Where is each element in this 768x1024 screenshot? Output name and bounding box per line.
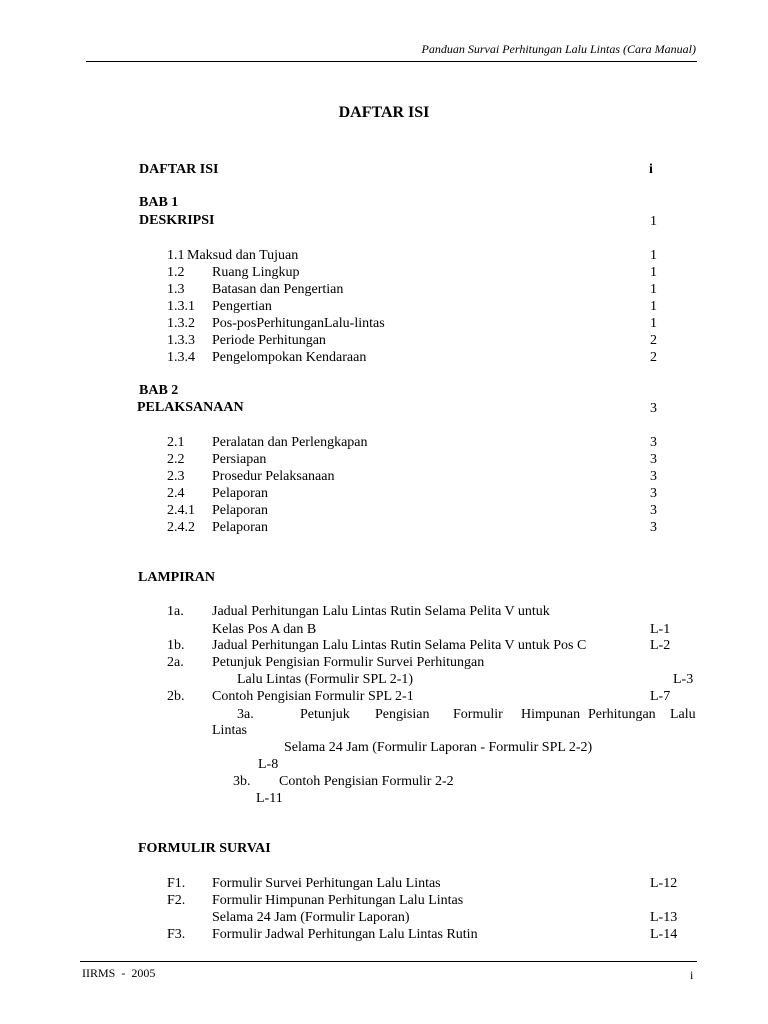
toc-item-page: 2 <box>650 350 657 365</box>
toc-item-label: Prosedur Pelaksanaan <box>212 469 335 484</box>
toc-item-num: 1.1 <box>167 248 185 263</box>
lampiran-2a-line2: Lalu Lintas (Formulir SPL 2-1) <box>237 672 414 687</box>
toc-item-num: 1.3.2 <box>167 316 195 331</box>
toc-item-page: 2 <box>650 333 657 348</box>
toc-item-page: 1 <box>650 282 657 297</box>
toc-item-label: Pengelompokan Kendaraan <box>212 350 367 365</box>
footer-page-number: i <box>690 968 694 982</box>
footer-rule <box>80 961 697 962</box>
toc-item-page: 1 <box>650 316 657 331</box>
lampiran-1a-line1: Jadual Perhitungan Lalu Lintas Rutin Selama Pelita V untuk <box>212 604 550 619</box>
toc-item-num: 1.3.1 <box>167 299 195 314</box>
lampiran-1a-page: L-1 <box>650 622 671 637</box>
formulir-f1-line1: Formulir Survei Perhitungan Lalu Lintas <box>212 876 441 891</box>
toc-item-page: 1 <box>650 248 657 263</box>
lampiran-2a-line1: Petunjuk Pengisian Formulir Survei Perhitungan <box>212 655 485 670</box>
lampiran-3a-word: Pengisian <box>375 707 430 722</box>
bab2-heading: BAB 2 <box>139 383 179 398</box>
lampiran-3b-line1: Contoh Pengisian Formulir 2-2 <box>279 774 454 789</box>
toc-daftar-isi-label: DAFTAR ISI <box>139 162 219 177</box>
toc-item-label: Pos-posPerhitunganLalu-lintas <box>212 316 385 331</box>
toc-item-label: Batasan dan Pengertian <box>212 282 344 297</box>
toc-item-label: Pelaporan <box>212 520 268 535</box>
toc-item-page: 3 <box>650 520 657 535</box>
lampiran-3a-word: Lalu <box>670 707 696 722</box>
lampiran-1a-line2: Kelas Pos A dan B <box>212 622 317 637</box>
formulir-f2-num: F2. <box>167 893 186 908</box>
toc-item-num: 2.2 <box>167 452 185 467</box>
toc-item-label: Ruang Lingkup <box>212 265 300 280</box>
bab1-heading: BAB 1 <box>139 195 179 210</box>
lampiran-2b-num: 2b. <box>167 689 185 704</box>
header-rule <box>86 61 697 62</box>
lampiran-2a-num: 2a. <box>167 655 184 670</box>
page-title: DAFTAR ISI <box>338 104 430 121</box>
lampiran-3b-num: 3b. <box>233 774 251 789</box>
toc-item-page: 1 <box>650 299 657 314</box>
bab1-title: DESKRIPSI <box>139 213 215 228</box>
bab2-page: 3 <box>650 401 657 416</box>
lampiran-3a-word: Perhitungan <box>588 707 656 722</box>
toc-item-label: Pelaporan <box>212 503 268 518</box>
lampiran-3a-word: Formulir <box>453 707 503 722</box>
bab2-title: PELAKSANAAN <box>137 400 244 415</box>
lampiran-1b-num: 1b. <box>167 638 185 653</box>
toc-item-num: 2.1 <box>167 435 185 450</box>
lampiran-3a-word: Petunjuk <box>300 707 350 722</box>
formulir-f3-line1: Formulir Jadwal Perhitungan Lalu Lintas Rutin <box>212 927 478 942</box>
toc-item-label: Pengertian <box>212 299 272 314</box>
toc-item-page: 3 <box>650 435 657 450</box>
toc-item-page: 1 <box>650 265 657 280</box>
toc-item-label: Peralatan dan Perlengkapan <box>212 435 368 450</box>
toc-item-num: 2.4.2 <box>167 520 195 535</box>
toc-item-num: 2.4.1 <box>167 503 195 518</box>
toc-item-page: 3 <box>650 503 657 518</box>
formulir-f2-line1: Formulir Himpunan Perhitungan Lalu Lintas <box>212 893 464 908</box>
formulir-f1-page: L-12 <box>650 876 678 891</box>
lampiran-3a-page: L-8 <box>258 757 279 772</box>
lampiran-3a-num: 3a. <box>237 707 254 722</box>
toc-item-page: 3 <box>650 452 657 467</box>
footer-left: IIRMS - 2005 <box>82 966 156 980</box>
toc-item-num: 2.3 <box>167 469 185 484</box>
toc-item-num: 1.3.3 <box>167 333 195 348</box>
toc-item-page: 3 <box>650 486 657 501</box>
formulir-f3-page: L-14 <box>650 927 678 942</box>
formulir-f3-num: F3. <box>167 927 186 942</box>
toc-item-num: 1.2 <box>167 265 185 280</box>
lampiran-2b-line1: Contoh Pengisian Formulir SPL 2-1 <box>212 689 414 704</box>
lampiran-3b-page: L-11 <box>256 791 283 806</box>
lampiran-3a-line2: Lintas <box>212 723 247 738</box>
toc-item-num: 1.3.4 <box>167 350 195 365</box>
lampiran-1a-num: 1a. <box>167 604 184 619</box>
toc-item-label: Maksud dan Tujuan <box>187 248 299 263</box>
bab1-page: 1 <box>650 214 657 229</box>
formulir-f2-page: L-13 <box>650 910 678 925</box>
lampiran-1b-page: L-2 <box>650 638 671 653</box>
lampiran-2a-page: L-3 <box>673 672 694 687</box>
lampiran-3a-word: Himpunan <box>521 707 581 722</box>
running-header: Panduan Survai Perhitungan Lalu Lintas (Cara Manual) <box>421 42 696 56</box>
formulir-title: FORMULIR SURVAI <box>138 841 271 856</box>
toc-item-label: Periode Perhitungan <box>212 333 326 348</box>
toc-item-num: 2.4 <box>167 486 185 501</box>
toc-item-label: Pelaporan <box>212 486 268 501</box>
toc-daftar-isi-page: i <box>649 162 653 177</box>
lampiran-3a-line3: Selama 24 Jam (Formulir Laporan - Formulir SPL 2-2) <box>284 740 593 755</box>
toc-item-page: 3 <box>650 469 657 484</box>
formulir-f1-num: F1. <box>167 876 186 891</box>
lampiran-2b-page: L-7 <box>650 689 671 704</box>
formulir-f2-line2: Selama 24 Jam (Formulir Laporan) <box>212 910 410 925</box>
toc-item-label: Persiapan <box>212 452 267 467</box>
toc-item-num: 1.3 <box>167 282 185 297</box>
lampiran-1b-line1: Jadual Perhitungan Lalu Lintas Rutin Selama Pelita V untuk Pos C <box>212 638 587 653</box>
lampiran-title: LAMPIRAN <box>138 570 215 585</box>
